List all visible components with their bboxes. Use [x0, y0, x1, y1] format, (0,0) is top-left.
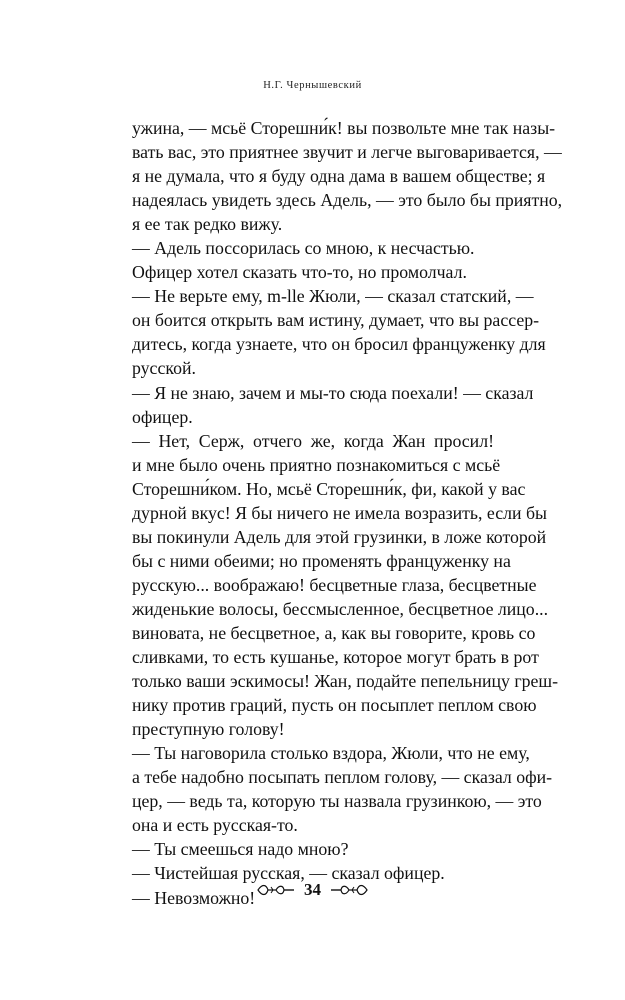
text-line: — Ты смеешься надо мною?	[132, 839, 349, 860]
page-number: 34	[304, 880, 321, 899]
text-line: — Невозможно!	[132, 887, 256, 908]
text-line: бы с ними обеими; но променять француженку на	[132, 550, 511, 571]
text-line: нику против граций, пусть он посыплет пеплом свою	[132, 695, 537, 716]
text-line: — Адель поссорилась со мною, к несчастью.	[132, 238, 475, 259]
text-line: — Ты наговорила столько вздора, Жюли, что не ему,	[132, 743, 530, 764]
text-line: — Чистейшая русская, — сказал офицер.	[132, 863, 445, 884]
text-line: дурной вкус! Я бы ничего не имела возразить, если бы	[132, 502, 547, 523]
text-line: офицер.	[132, 406, 193, 427]
text-line: ужина, — мсьё Сторешни́к! вы позвольте мне так назы-	[132, 118, 556, 138]
text-line: цер, — ведь та, которую ты назвала грузинкою, — это	[132, 791, 542, 812]
text-line: вы покинули Адель для этой грузинки, в ложе которой	[132, 526, 547, 547]
text-line: дитесь, когда узнаете, что он бросил француженку для	[132, 334, 546, 355]
text-line: я ее так редко вижу.	[132, 214, 283, 235]
text-line: вать вас, это приятнее звучит и легче выговаривается, —	[132, 142, 562, 163]
floral-ornament-left-icon	[256, 883, 296, 897]
text-line: и мне было очень приятно познакомиться с мсьё	[132, 454, 501, 475]
text-line: сливками, то есть кушанье, которое могут брать в рот	[132, 647, 539, 668]
floral-ornament-right-icon	[329, 883, 369, 897]
text-line: Офицер хотел сказать что-то, но промолчал.	[132, 262, 467, 283]
text-line: он боится открыть вам истину, думает, что вы рассер-	[132, 310, 540, 331]
text-line: — Я не знаю, зачем и мы-то сюда поехали! — сказал	[132, 382, 534, 403]
text-line: русской.	[132, 358, 196, 379]
text-line: виновата, не бесцветное, а, как вы говорите, кровь со	[132, 622, 536, 643]
text-line: она и есть русская-то.	[132, 815, 298, 836]
text-line: я не думала, что я буду одна дама в вашем обществе; я	[132, 166, 546, 187]
text-line: надеялась увидеть здесь Адель, — это было бы приятно,	[132, 190, 563, 211]
text-line: — Не верьте ему, m-lle Жюли, — сказал статский, —	[132, 286, 534, 307]
text-line: русскую... воображаю! бесцветные глаза, бесцветные	[132, 574, 537, 595]
text-line: преступную голову!	[132, 719, 285, 740]
text-line: Сторешни́ком. Но, мсьё Сторешни́к, фи, какой у вас	[132, 478, 526, 499]
running-head: Н.Г. Чернышевский	[263, 80, 362, 91]
text-line: жиденькие волосы, бессмысленное, бесцветное лицо...	[132, 598, 549, 619]
text-line: а тебе надобно посыпать пеплом голову, — сказал офи-	[132, 767, 553, 788]
text-line: только ваши эскимосы! Жан, подайте пепельницу греш-	[132, 671, 559, 692]
text-line: — Нет, Серж, отчего же, когда Жан просил!	[132, 430, 494, 451]
page-footer	[0, 880, 625, 900]
page-text	[132, 116, 563, 910]
